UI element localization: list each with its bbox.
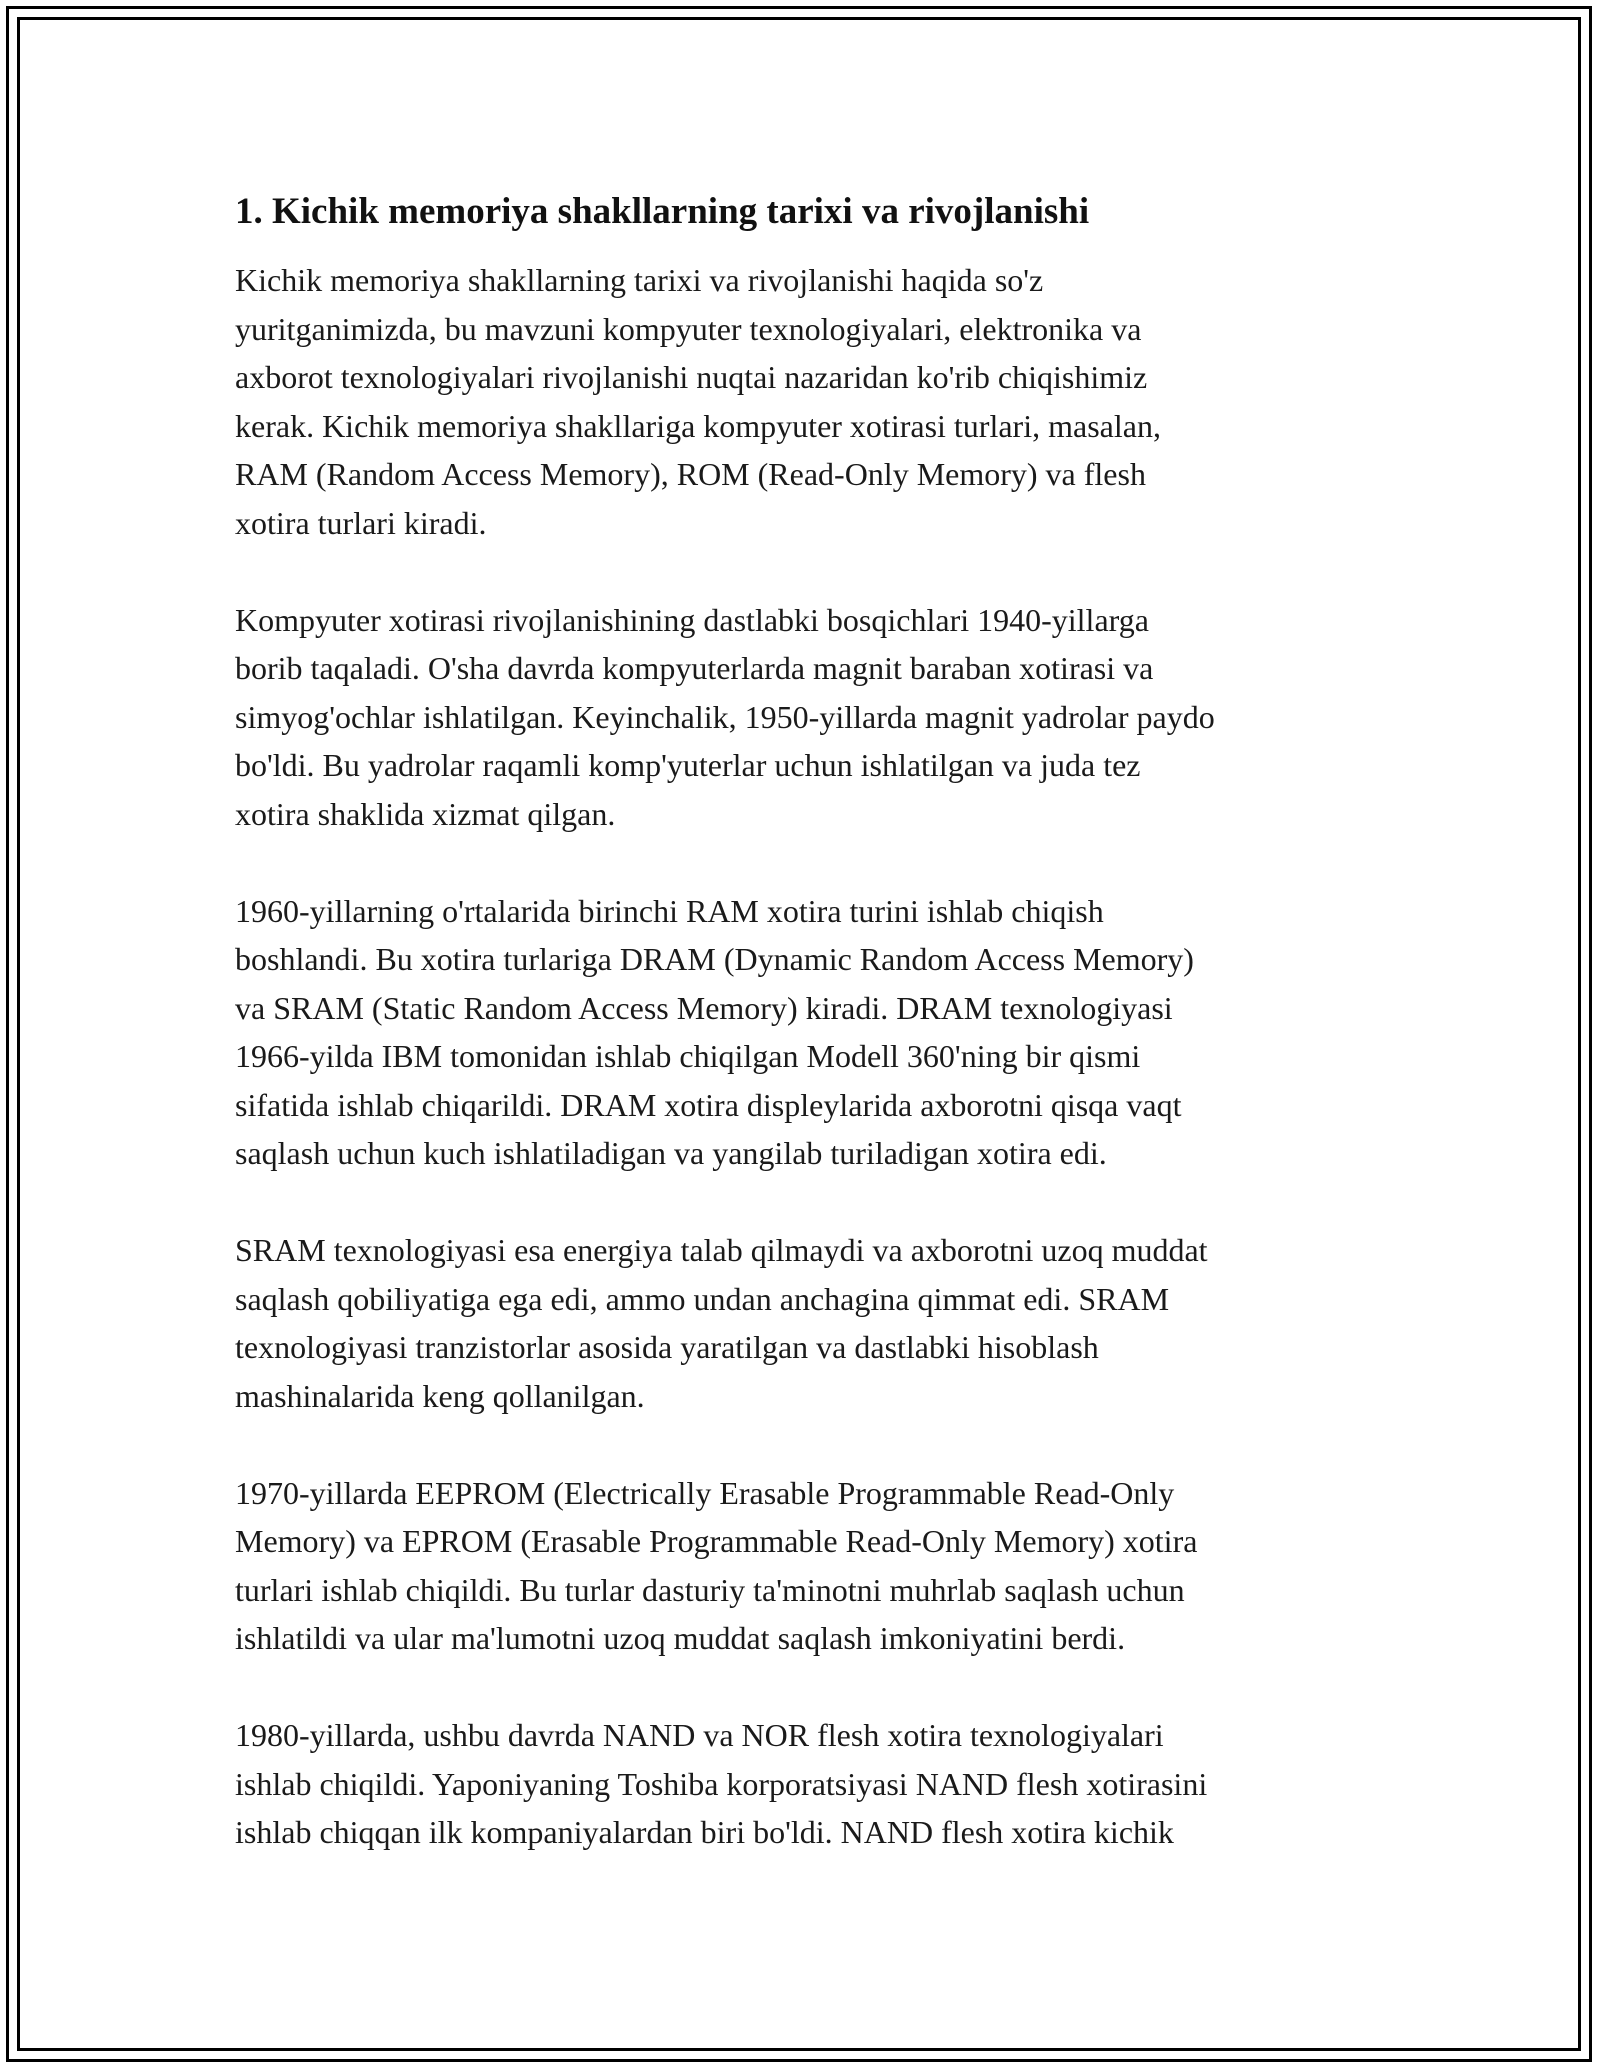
paragraph-line: saqlash qobiliyatiga ega edi, ammo undan anchagina qimmat edi. SRAM: [235, 1280, 1170, 1317]
paragraph-line: ishlab chiqildi. Yaponiyaning Toshiba korporatsiyasi NAND flesh xotirasini: [235, 1765, 1208, 1802]
paragraph-line: Kichik memoriya shakllarning tarixi va rivojlanishi haqida so'z: [235, 262, 1044, 298]
paragraph-line: ishlab chiqqan ilk kompaniyalardan biri bo'ldi. NAND flesh xotira kichik: [235, 1814, 1174, 1850]
paragraph-line: xotira turlari kiradi.: [235, 504, 487, 541]
paragraph-5: [235, 1469, 1360, 1663]
paragraph-line: 1980-yillarda, ushbu davrda NAND va NOR flesh xotira texnologiyalari: [235, 1717, 1164, 1753]
paragraph-line: 1970-yillarda EEPROM (Electrically Erasable Programmable Read-Only: [235, 1474, 1175, 1511]
paragraph-line: 1966-yilda IBM tomonidan ishlab chiqilgan Modell 360'ning bir qismi: [235, 1038, 1141, 1074]
paragraph-line: ishlatildi va ular ma'lumotni uzoq muddat saqlash imkoniyatini berdi.: [235, 1620, 1126, 1656]
paragraph-line: simyog'ochlar ishlatilgan. Keyinchalik, 1950-yillarda magnit yadrolar paydo: [235, 698, 1215, 735]
paragraph-line: Memory) va EPROM (Erasable Programmable Read-Only Memory) xotira: [235, 1523, 1198, 1559]
paragraph-4: [235, 1226, 1360, 1420]
paragraph-line: 1960-yillarning o'rtalarida birinchi RAM xotira turini ishlab chiqish: [235, 892, 1104, 929]
paragraph-line: yuritganimizda, bu mavzuni kompyuter texnologiyalari, elektronika va: [235, 310, 1142, 347]
paragraph-line: texnologiyasi tranzistorlar asosida yaratilgan va dastlabki hisoblash: [235, 1329, 1099, 1365]
paragraph-line: xotira shaklida xizmat qilgan.: [235, 795, 616, 832]
paragraph-line: sifatida ishlab chiqarildi. DRAM xotira displeylarida axborotni qisqa vaqt: [235, 1086, 1182, 1123]
paragraph-line: kerak. Kichik memoriya shakllariga kompyuter xotirasi turlari, masalan,: [235, 407, 1161, 444]
paragraph-line: turlari ishlab chiqildi. Bu turlar dasturiy ta'minotni muhrlab saqlash uchun: [235, 1571, 1185, 1608]
paragraph-line: Kompyuter xotirasi rivojlanishining dastlabki bosqichlari 1940-yillarga: [235, 601, 1149, 638]
paragraph-line: RAM (Random Access Memory), ROM (Read-Only Memory) va flesh: [235, 456, 1146, 492]
paragraph-line: axborot texnologiyalari rivojlanishi nuqtai nazaridan ko'rib chiqishimiz: [235, 359, 1148, 395]
paragraph-line: bo'ldi. Bu yadrolar raqamli komp'yuterlar uchun ishlatilgan va juda tez: [235, 747, 1141, 783]
paragraph-3: [235, 887, 1360, 1178]
paragraph-6: [235, 1711, 1360, 1857]
paragraph-1: [235, 256, 1360, 547]
paragraph-line: saqlash uchun kuch ishlatiladigan va yangilab turiladigan xotira edi.: [235, 1135, 1107, 1171]
paragraph-line: borib taqaladi. O'sha davrda kompyuterlarda magnit baraban xotirasi va: [235, 650, 1154, 686]
paragraph-line: mashinalarida keng qollanilgan.: [235, 1377, 645, 1414]
paragraph-line: boshlandi. Bu xotira turlariga DRAM (Dynamic Random Access Memory): [235, 941, 1194, 977]
paragraph-line: SRAM texnologiyasi esa energiya talab qilmaydi va axborotni uzoq muddat: [235, 1232, 1208, 1268]
document-body: [235, 188, 1360, 1905]
paragraph-line: va SRAM (Static Random Access Memory) kiradi. DRAM texnologiyasi: [235, 989, 1173, 1026]
paragraph-2: [235, 596, 1360, 839]
section-heading: 1. Kichik memoriya shakllarning tarixi va rivojlanishi: [235, 191, 1090, 232]
